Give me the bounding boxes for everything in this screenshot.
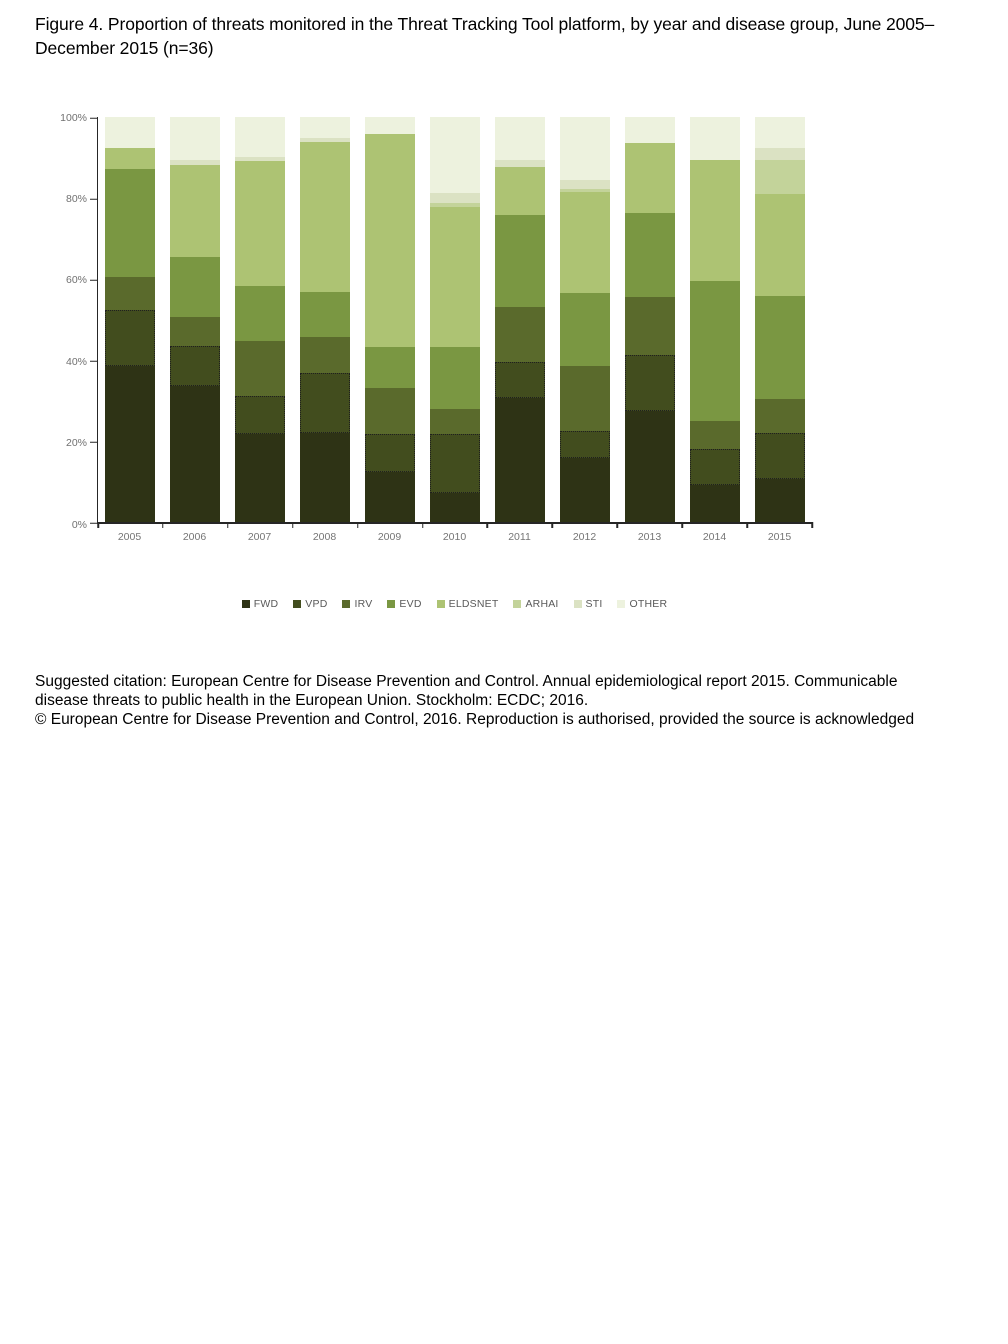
bar-segment-vpd-2012 <box>560 431 610 459</box>
bar-segment-evd-2012 <box>560 293 610 365</box>
bar-segment-irv-2009 <box>365 388 415 435</box>
x-axis-tick <box>162 522 164 528</box>
bar-cell-2013 <box>617 117 682 522</box>
bar-segment-other-2006 <box>170 117 220 160</box>
bar-segment-vpd-2010 <box>430 434 480 493</box>
legend-item-eldsnet <box>437 598 499 610</box>
legend-item-irv <box>342 598 372 610</box>
bar-segment-irv-2007 <box>235 341 285 396</box>
legend-swatch-icon <box>342 600 350 608</box>
bar-2006 <box>170 117 220 522</box>
bar-segment-fwd-2015 <box>755 479 805 522</box>
bar-segment-fwd-2013 <box>625 411 675 522</box>
legend-item-evd <box>387 598 421 610</box>
citation-block <box>35 672 950 729</box>
bar-segment-fwd-2008 <box>300 433 350 523</box>
bar-segment-fwd-2006 <box>170 386 220 522</box>
legend-swatch-icon <box>513 600 521 608</box>
y-tick-label: 40% <box>65 355 87 368</box>
bar-segment-other-2007 <box>235 117 285 157</box>
bar-segment-fwd-2009 <box>365 472 415 522</box>
y-axis-tick <box>90 360 97 362</box>
bar-segment-other-2010 <box>430 117 480 193</box>
bar-segment-eldsnet-2011 <box>495 167 545 215</box>
x-axis-label-2015: 2015 <box>767 531 792 543</box>
chart-legend <box>97 598 812 610</box>
bar-segment-sti-2012 <box>560 180 610 189</box>
bar-segment-other-2011 <box>495 117 545 160</box>
bar-segment-eldsnet-2012 <box>560 192 610 293</box>
bar-2008 <box>300 117 350 522</box>
legend-label: EVD <box>399 598 422 610</box>
bar-segment-eldsnet-2015 <box>755 194 805 295</box>
x-axis-label-2007: 2007 <box>247 531 272 543</box>
bar-2014 <box>690 117 740 522</box>
legend-swatch-icon <box>242 600 250 608</box>
bar-segment-vpd-2015 <box>755 433 805 479</box>
bar-segment-evd-2010 <box>430 347 480 409</box>
legend-label: STI <box>585 598 603 610</box>
bar-cell-2006 <box>163 117 228 522</box>
y-tick-label: 80% <box>65 192 87 205</box>
legend-swatch-icon <box>437 600 445 608</box>
bar-segment-evd-2013 <box>625 213 675 297</box>
x-axis-label-2014: 2014 <box>702 531 727 543</box>
bar-segment-fwd-2005 <box>105 366 155 522</box>
bar-segment-vpd-2007 <box>235 396 285 434</box>
x-axis-tick <box>292 522 294 528</box>
bar-segment-other-2009 <box>365 117 415 134</box>
bar-segment-other-2015 <box>755 117 805 148</box>
bar-2012 <box>560 117 610 522</box>
bar-segment-evd-2005 <box>105 169 155 278</box>
bar-segment-evd-2009 <box>365 347 415 388</box>
bar-segment-irv-2013 <box>625 297 675 355</box>
legend-label: IRV <box>354 598 373 610</box>
bar-segment-eldsnet-2010 <box>430 207 480 346</box>
bar-2015 <box>755 117 805 522</box>
bar-segment-eldsnet-2007 <box>235 161 285 286</box>
x-axis-label-2010: 2010 <box>442 531 467 543</box>
bar-segment-irv-2010 <box>430 409 480 434</box>
legend-label: OTHER <box>629 598 668 610</box>
bar-cell-2008 <box>293 117 358 522</box>
bar-2009 <box>365 117 415 522</box>
x-axis-label-2005: 2005 <box>117 531 142 543</box>
bar-segment-evd-2008 <box>300 292 350 337</box>
bar-2007 <box>235 117 285 522</box>
y-axis-tick <box>90 117 97 119</box>
bar-segment-other-2013 <box>625 117 675 143</box>
x-axis-label-2013: 2013 <box>637 531 662 543</box>
legend-label: FWD <box>253 598 279 610</box>
x-axis-tick <box>617 522 619 528</box>
bar-cell-2012 <box>552 117 617 522</box>
x-axis-tick <box>487 522 489 528</box>
bar-segment-irv-2011 <box>495 307 545 361</box>
x-axis-label-2012: 2012 <box>572 531 597 543</box>
bar-segment-fwd-2014 <box>690 485 740 522</box>
y-axis-tick <box>90 522 97 524</box>
legend-label: ARHAI <box>525 598 559 610</box>
y-tick-label: 0% <box>71 518 87 531</box>
x-axis-tick <box>227 522 229 528</box>
bar-segment-vpd-2011 <box>495 362 545 399</box>
x-axis-tick <box>681 522 683 528</box>
x-axis-label-2011: 2011 <box>508 531 531 543</box>
bar-segment-vpd-2009 <box>365 434 415 472</box>
stacked-bar-chart <box>52 111 822 610</box>
bar-segment-vpd-2005 <box>105 310 155 365</box>
legend-item-other <box>617 598 667 610</box>
legend-swatch-icon <box>617 600 625 608</box>
y-axis-tick <box>90 279 97 281</box>
bar-cell-2011 <box>487 117 552 522</box>
copyright-text: © European Centre for Disease Prevention and Control, 2016. Reproduction is authorised, provided the source is acknowledged <box>35 711 915 728</box>
bar-segment-vpd-2014 <box>690 449 740 485</box>
bar-segment-evd-2006 <box>170 257 220 318</box>
bar-segment-irv-2014 <box>690 421 740 449</box>
bar-cell-2007 <box>228 117 293 522</box>
x-axis-tick <box>746 522 748 528</box>
bar-segment-eldsnet-2009 <box>365 134 415 347</box>
y-axis-tick <box>90 441 97 443</box>
bar-segment-eldsnet-2006 <box>170 165 220 257</box>
bar-segment-vpd-2013 <box>625 355 675 411</box>
x-axis-labels <box>97 531 812 543</box>
citation-text: Suggested citation: European Centre for Disease Prevention and Control. Annual epidemiological report 2015. Communicable disease threats to public health in the European Union. Stockholm: ECDC; 2016. <box>35 673 898 709</box>
bar-segment-eldsnet-2008 <box>300 142 350 292</box>
bar-segment-irv-2006 <box>170 317 220 345</box>
x-axis-tick <box>552 522 554 528</box>
bar-segment-fwd-2011 <box>495 398 545 522</box>
y-axis-tick <box>90 198 97 200</box>
x-axis-label-2006: 2006 <box>182 531 207 543</box>
bar-segment-irv-2012 <box>560 366 610 431</box>
bar-cell-2005 <box>98 117 163 522</box>
bar-segment-other-2008 <box>300 117 350 138</box>
bar-segment-evd-2014 <box>690 281 740 420</box>
bar-segment-other-2014 <box>690 117 740 160</box>
legend-label: VPD <box>305 598 328 610</box>
bar-segment-fwd-2010 <box>430 493 480 522</box>
bar-cell-2015 <box>747 117 812 522</box>
bar-segment-vpd-2008 <box>300 373 350 433</box>
bar-cell-2009 <box>358 117 423 522</box>
bar-2005 <box>105 117 155 522</box>
bar-segment-sti-2015 <box>755 148 805 160</box>
bar-segment-eldsnet-2013 <box>625 143 675 213</box>
bar-segment-irv-2008 <box>300 337 350 372</box>
y-tick-label: 100% <box>60 111 87 124</box>
bar-segment-irv-2015 <box>755 399 805 433</box>
x-axis-tick <box>357 522 359 528</box>
x-axis-label-2009: 2009 <box>377 531 402 543</box>
bar-cell-2010 <box>423 117 488 522</box>
bar-2010 <box>430 117 480 522</box>
plot-area <box>97 117 812 524</box>
y-axis-labels <box>52 111 97 531</box>
bar-segment-sti-2011 <box>495 160 545 167</box>
bar-segment-other-2012 <box>560 117 610 180</box>
legend-item-arhai <box>513 598 558 610</box>
legend-item-vpd <box>293 598 327 610</box>
bar-segment-evd-2011 <box>495 215 545 307</box>
legend-item-sti <box>574 598 603 610</box>
bar-segment-evd-2015 <box>755 296 805 399</box>
x-axis-label-2008: 2008 <box>312 531 337 543</box>
bar-segment-eldsnet-2005 <box>105 148 155 169</box>
y-tick-label: 20% <box>65 437 87 450</box>
legend-label: ELDSNET <box>448 598 499 610</box>
figure-title: Figure 4. Proportion of threats monitored in the Threat Tracking Tool platform, by year and disease group, June 2005–December 2015 (n=36) <box>35 14 935 58</box>
bar-segment-vpd-2006 <box>170 346 220 386</box>
bar-2013 <box>625 117 675 522</box>
legend-swatch-icon <box>574 600 582 608</box>
x-axis-tick <box>422 522 424 528</box>
bar-segment-sti-2010 <box>430 193 480 204</box>
x-axis-tick <box>811 522 813 528</box>
bar-segment-fwd-2012 <box>560 458 610 522</box>
bars-container <box>98 117 812 522</box>
legend-swatch-icon <box>387 600 395 608</box>
bar-2011 <box>495 117 545 522</box>
bar-cell-2014 <box>682 117 747 522</box>
bar-segment-arhai-2015 <box>755 160 805 194</box>
legend-swatch-icon <box>293 600 301 608</box>
bar-segment-evd-2007 <box>235 286 285 340</box>
bar-segment-fwd-2007 <box>235 434 285 522</box>
legend-item-fwd <box>242 598 279 610</box>
x-axis-tick <box>97 522 99 528</box>
bar-segment-irv-2005 <box>105 277 155 310</box>
bar-segment-other-2005 <box>105 117 155 148</box>
bar-segment-eldsnet-2014 <box>690 160 740 281</box>
y-tick-label: 60% <box>65 274 87 287</box>
